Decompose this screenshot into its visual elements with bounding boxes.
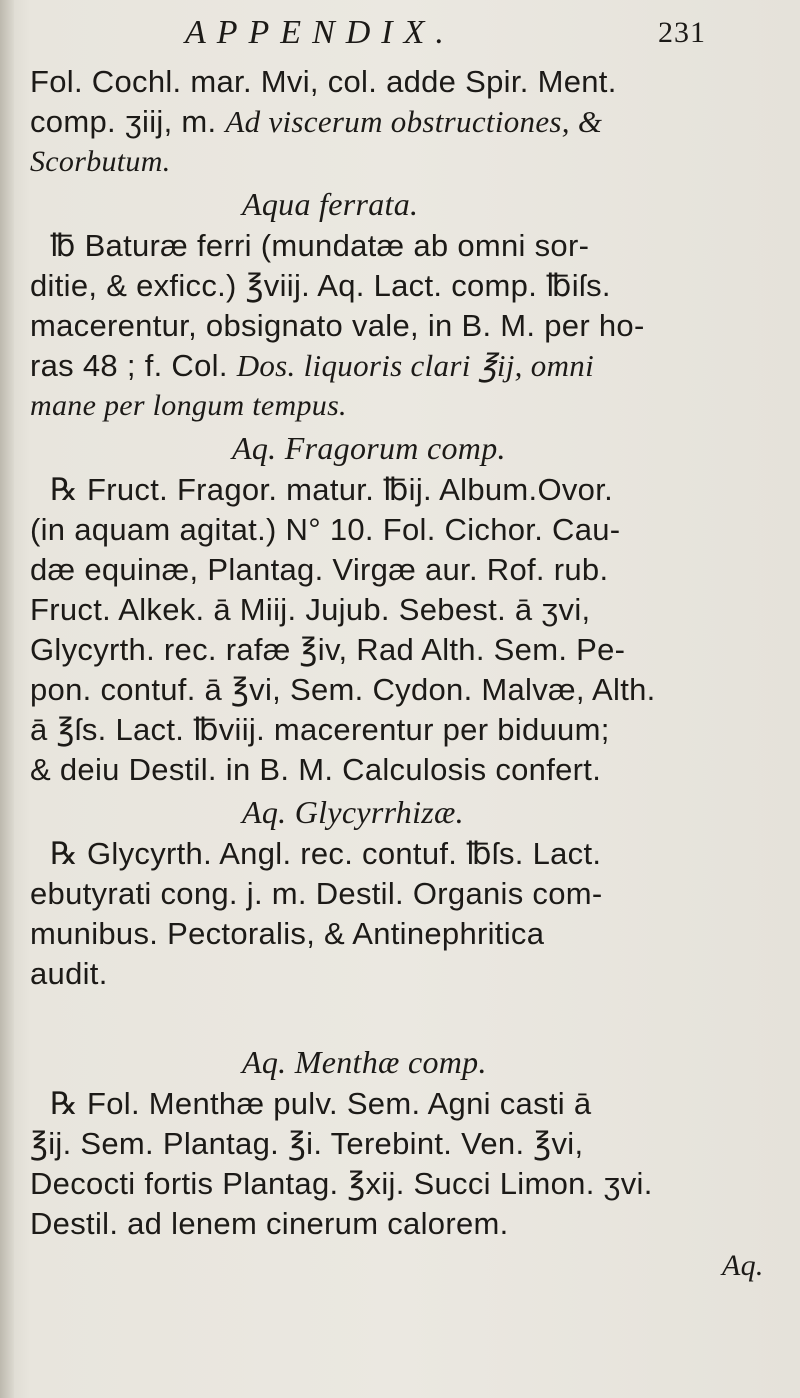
text-line-content: Destil. ad lenem cinerum calorem. (30, 1206, 509, 1241)
text-line (30, 710, 610, 750)
text-line (30, 102, 602, 142)
text-line (30, 1124, 583, 1164)
text-line (30, 914, 544, 954)
text-line-italic: Dos. liquoris clari ℥ij, omni (236, 348, 594, 383)
page-gutter (0, 0, 14, 1398)
text-line (30, 266, 611, 306)
text-line-content: ℞ Fol. Menthæ pulv. Sem. Agni casti ā (50, 1086, 592, 1121)
text-line-content: pon. contuf. ā ℥vi, Sem. Cydon. Malvæ, Alth. (30, 672, 656, 707)
text-line-content: & deiu Destil. in B. M. Calculosis confert. (30, 752, 602, 787)
text-line-content: (in aquam agitat.) N° 10. Fol. Cichor. Cau- (30, 512, 621, 547)
recipe-heading (232, 428, 506, 468)
recipe-heading (242, 184, 418, 224)
text-line-content: Decocti fortis Plantag. ℥xij. Succi Limon. ʒvi. (30, 1166, 653, 1201)
text-line-roman: comp. ʒiij, m. (30, 104, 226, 139)
text-line (30, 954, 108, 994)
recipe-heading-text: Aqua ferrata. (242, 186, 419, 222)
text-line (30, 590, 590, 630)
text-line-content: ā ℥ſs. Lact. ℔viij. macerentur per biduum; (30, 712, 610, 747)
text-line (30, 630, 625, 670)
text-line-content: audit. (30, 956, 108, 991)
text-line (50, 470, 613, 510)
text-line-content: Fol. Cochl. mar. Mvi, col. adde Spir. Ment. (30, 64, 617, 99)
text-line-content: ℞ Glycyrth. Angl. rec. contuf. ℔ſs. Lact. (50, 836, 602, 871)
text-line (30, 510, 620, 550)
recipe-heading-text: Aq. Glycyrrhizæ. (242, 794, 464, 830)
text-line-content: Scorbutum. (30, 145, 171, 178)
recipe-heading (242, 792, 464, 832)
text-line (30, 1164, 653, 1204)
text-line-content: ℥ij. Sem. Plantag. ℥i. Terebint. Ven. ℥vi, (30, 1126, 584, 1161)
text-line-content: mane per longum tempus. (30, 389, 347, 422)
text-line (30, 306, 645, 346)
text-line (30, 62, 617, 102)
recipe-heading-text: Aq. Menthæ comp. (242, 1044, 487, 1080)
text-line (30, 142, 171, 182)
text-line-content: dæ equinæ, Plantag. Virgæ aur. Rof. rub. (30, 552, 609, 587)
recipe-heading-text: Aq. Fragorum comp. (232, 430, 506, 466)
catchword (722, 1246, 764, 1286)
text-line (50, 1084, 591, 1124)
text-line (50, 226, 589, 266)
text-line-content: ℞ Fruct. Fragor. matur. ℔ij. Album.Ovor. (50, 472, 614, 507)
text-line-content: ebutyrati cong. j. m. Destil. Organis com- (30, 876, 603, 911)
page-header (0, 14, 800, 58)
text-line-roman: ras 48 ; f. Col. (30, 348, 237, 383)
running-head: APPENDIX. (185, 14, 455, 51)
text-line-content: Glycyrth. rec. rafæ ℥iv, Rad Alth. Sem. Pe- (30, 632, 626, 667)
text-line-content: ℔ Baturæ ferri (mundatæ ab omni sor- (50, 228, 590, 263)
page-number: 231 (658, 16, 706, 49)
text-line-content: macerentur, obsignato vale, in B. M. per ho- (30, 308, 645, 343)
recipe-heading (242, 1042, 487, 1082)
text-line-italic: Ad viscerum obstructiones, & (225, 104, 603, 139)
text-line (30, 550, 608, 590)
text-line-content: Fruct. Alkek. ā Miij. Jujub. Sebest. ā ʒvi, (30, 592, 591, 627)
text-line (30, 386, 347, 426)
text-line (30, 750, 601, 790)
catchword-text: Aq. (722, 1249, 764, 1282)
text-line (30, 874, 603, 914)
text-line (30, 346, 594, 386)
text-line-content: ditie, & exficc.) ℥viij. Aq. Lact. comp. ℔iſs. (30, 268, 611, 303)
text-line (30, 670, 656, 710)
text-line (50, 834, 601, 874)
text-line (30, 1204, 509, 1244)
text-line-content: munibus. Pectoralis, & Antinephritica (30, 916, 545, 951)
